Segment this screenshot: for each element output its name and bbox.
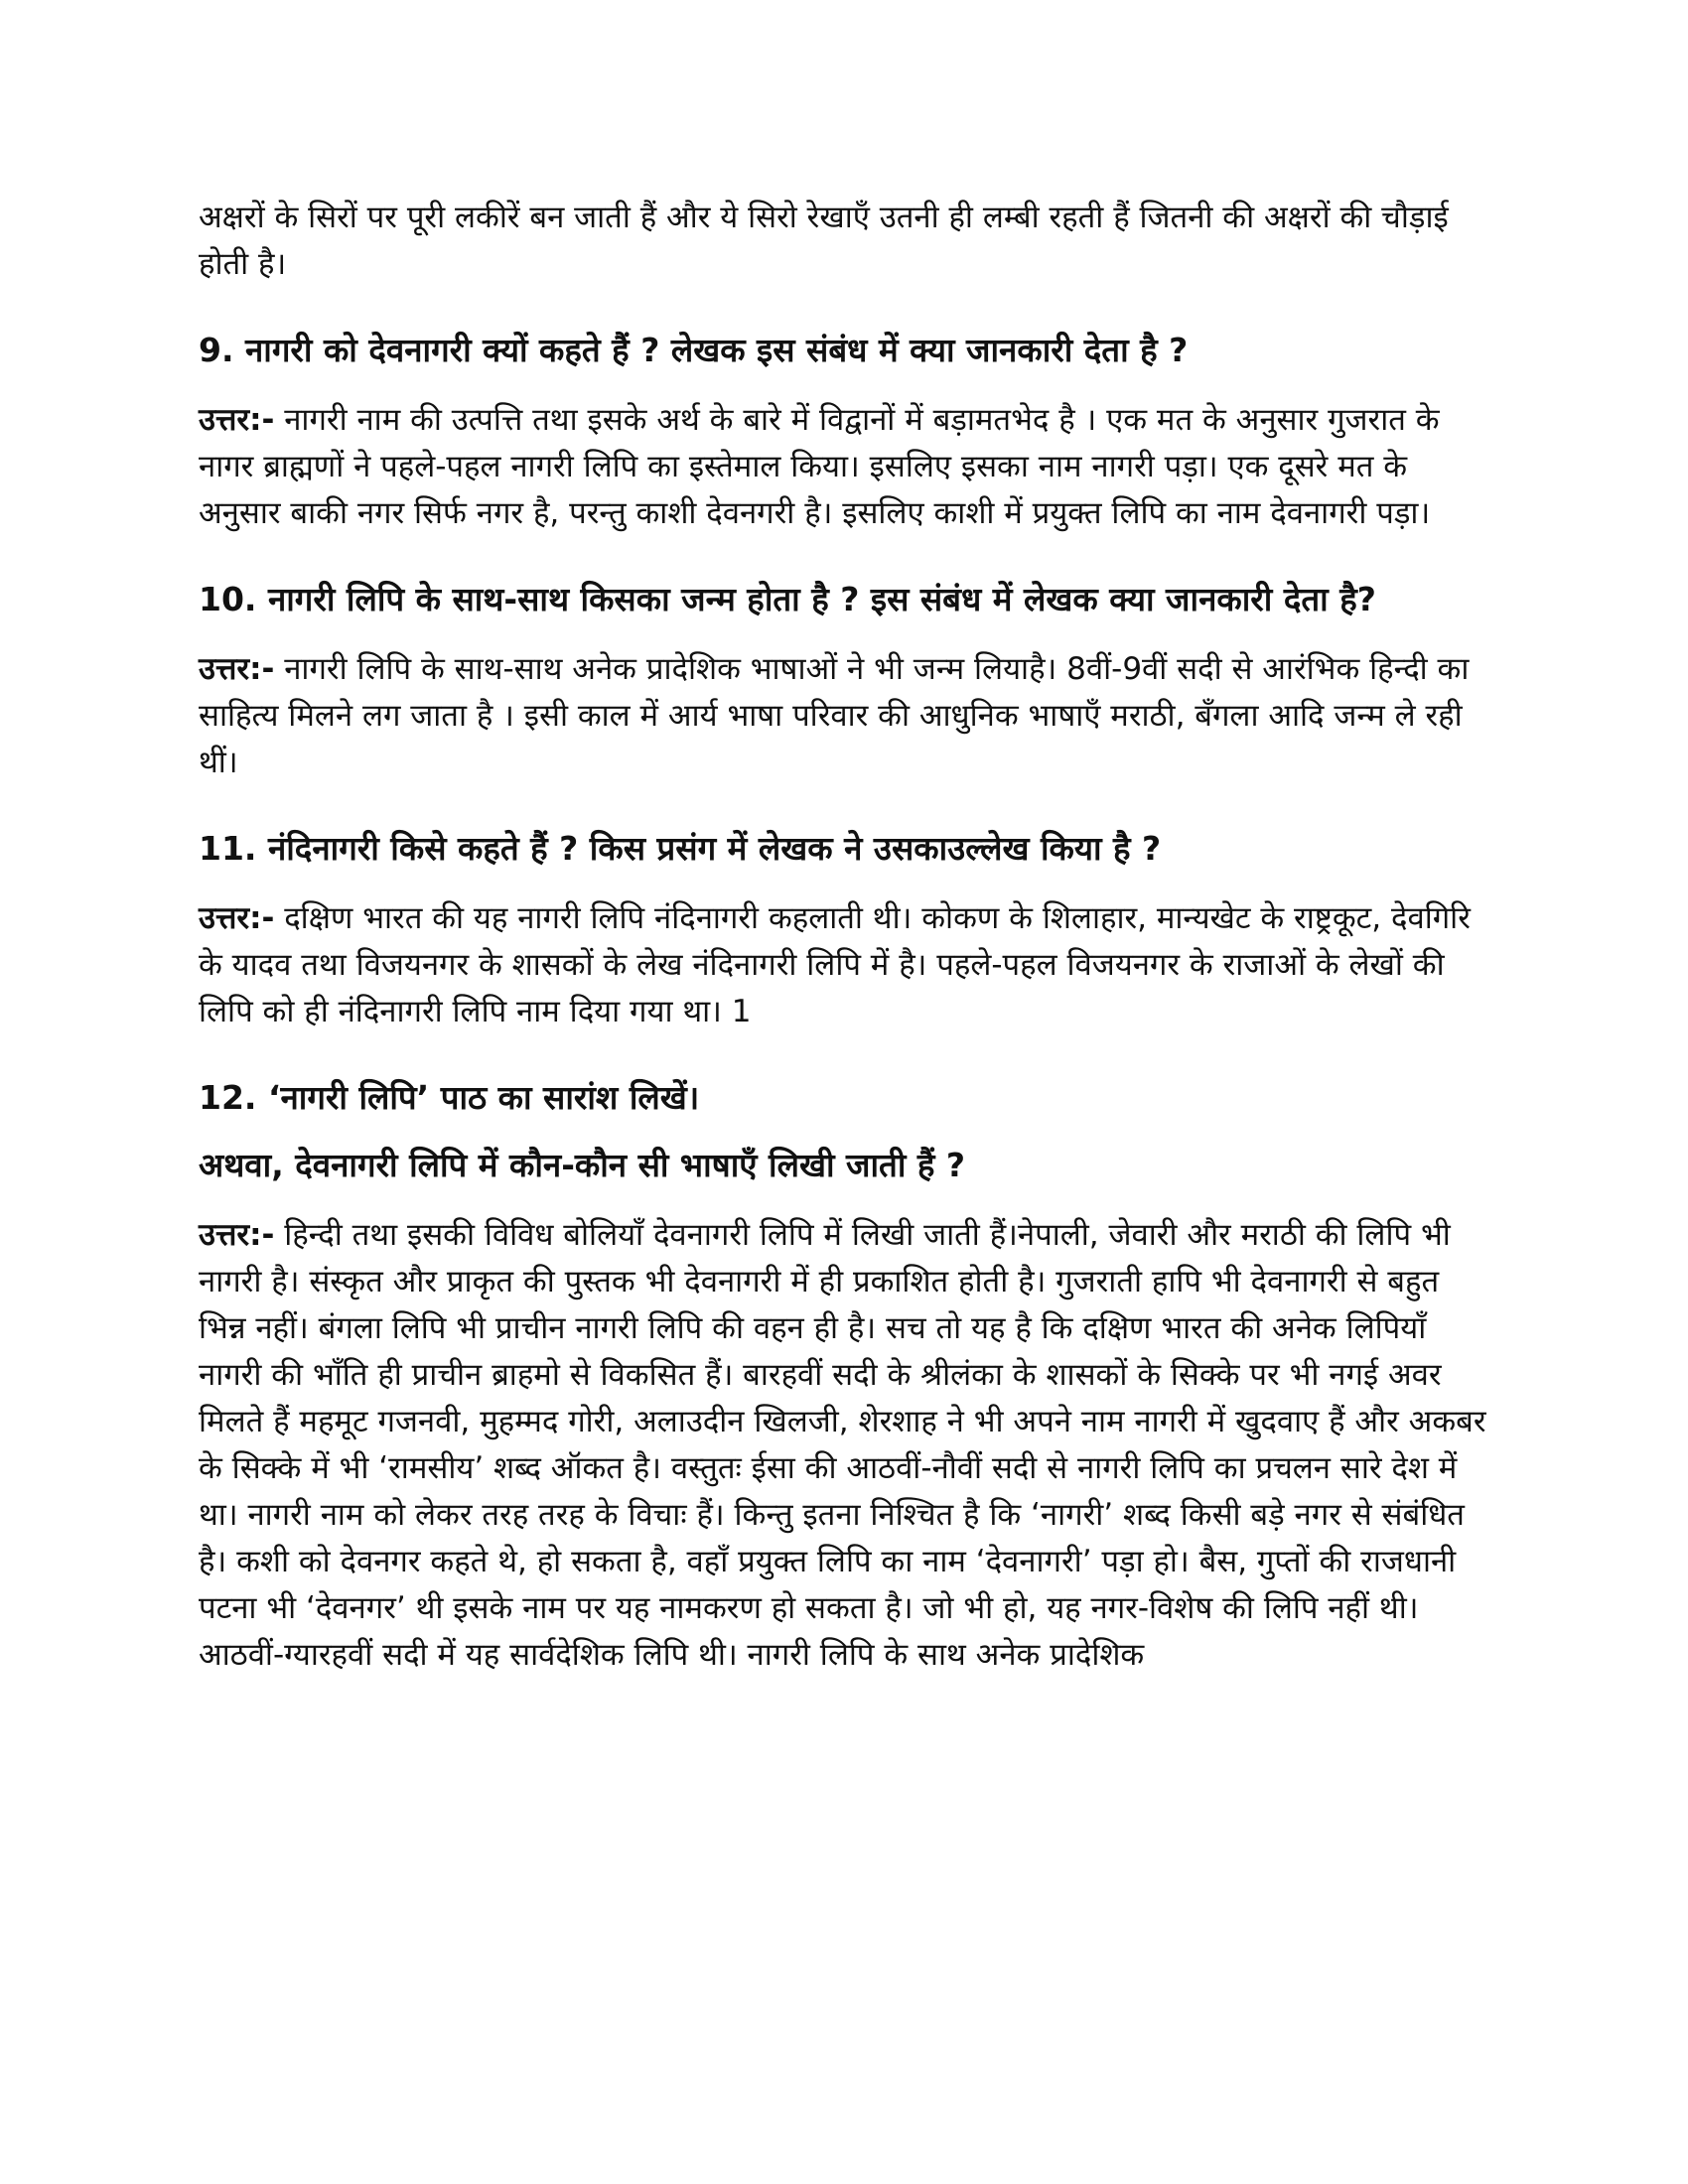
answer-label: उत्तर:- xyxy=(199,402,275,438)
answer-label: उत्तर:- xyxy=(199,651,275,687)
answer-label: उत्तर:- xyxy=(199,1217,275,1253)
question-9: 9. नागरी को देवनागरी क्यों कहते हैं ? लेखक इस संबंध में क्या जानकारी देता है ? xyxy=(199,331,1189,369)
document-page xyxy=(199,195,1489,1679)
answer-10-text: नागरी लिपि के साथ-साथ अनेक प्रादेशिक भाषाओं ने भी जन्म लियाहै। 8वीं-9वीं सदी से आरंभिक हिन्दी का साहित्य मिलने लग जाता है । इसी काल में आर्य भाषा परिवार की आधुनिक भाषाएँ मराठी, बँगला आदि जन्म ले रही थीं। xyxy=(199,651,1470,780)
question-12: 12. ‘नागरी लिपि’ पाठ का सारांश लिखें। xyxy=(199,1078,700,1117)
intro-paragraph: अक्षरों के सिरों पर पूरी लकीरें बन जाती हैं और ये सिरो रेखाएँ उतनी ही लम्बी रहती हैं जितनी की अक्षरों की चौड़ाई होती है। xyxy=(199,200,1449,282)
question-12-alt: अथवा, देवनागरी लिपि में कौन-कौन सी भाषाएँ लिखी जाती हैं ? xyxy=(199,1146,966,1184)
answer-9-text: नागरी नाम की उत्पत्ति तथा इसके अर्थ के बारे में विद्वानों में बड़ामतभेद है । एक मत के अनुसार गुजरात के नागर ब्राह्मणों ने पहले-पहल नागरी लिपि का इस्तेमाल किया। इसलिए इसका नाम नागरी पड़ा। एक दूसरे मत के अनुसार बाकी नगर सिर्फ नगर है, परन्तु काशी देवनगरी है। इसलिए काशी में प्रयुक्त लिपि का नाम देवनागरी पड़ा। xyxy=(199,402,1440,531)
answer-11 xyxy=(199,895,1489,1035)
answer-10 xyxy=(199,646,1489,786)
answer-12-text: हिन्दी तथा इसकी विविध बोलियाँ देवनागरी लिपि में लिखी जाती हैं।नेपाली, जेवारी और मराठी की लिपि भी नागरी है। संस्कृत और प्राकृत की पुस्तक भी देवनागरी में ही प्रकाशित होती है। गुजराती हापि भी देवनागरी से बहुत भिन्न नहीं। बंगला लिपि भी प्राचीन नागरी लिपि की वहन ही है। सच तो यह है कि दक्षिण भारत की अनेक लिपियाँ नागरी की भाँति ही प्राचीन ब्राहमो से विकसित हैं। बारहवीं सदी के श्रीलंका के शासकों के सिक्के पर भी नगई अवर मिलते हैं महमूट गजनवी, मुहम्मद गोरी, अलाउदीन खिलजी, शेरशाह ने भी अपने नाम नागरी में खुदवाए हैं और अकबर के सिक्के में भी ‘रामसीय’ शब्द ऑकत है। वस्तुतः ईसा की आठवीं-नौवीं सदी से नागरी लिपि का प्रचलन सारे देश में था। नागरी नाम को लेकर तरह तरह के विचाः हैं। किन्तु इतना निश्चित है कि ‘नागरी’ शब्द किसी बड़े नगर से संबंधित है। कशी को देवनगर कहते थे, हो सकता है, वहाँ प्रयुक्त लिपि का नाम ‘देवनागरी’ पड़ा हो। बैस, गुप्तों की राजधानी पटना भी ‘देवनगर’ थी इसके नाम पर यह नामकरण हो सकता है। जो भी हो, यह नगर-विशेष की लिपि नहीं थी। आठवीं-ग्यारहवीं सदी में यह सार्वदेशिक लिपि थी। नागरी लिपि के साथ अनेक प्रादेशिक xyxy=(199,1217,1486,1673)
answer-11-text: दक्षिण भारत की यह नागरी लिपि नंदिनागरी कहलाती थी। कोकण के शिलाहार, मान्यखेट के राष्ट्रकूट, देवगिरि के यादव तथा विजयनगर के शासकों के लेख नंदिनागरी लिपि में है। पहले-पहल विजयनगर के राजाओं के लेखों की लिपि को ही नंदिनागरी लिपि नाम दिया गया था। 1 xyxy=(199,900,1471,1029)
question-10: 10. नागरी लिपि के साथ-साथ किसका जन्म होता है ? इस संबंध में लेखक क्या जानकारी देता है? xyxy=(199,580,1376,618)
answer-9 xyxy=(199,397,1489,537)
question-11: 11. नंदिनागरी किसे कहते हैं ? किस प्रसंग में लेखक ने उसकाउल्लेख किया है ? xyxy=(199,829,1162,868)
answer-12 xyxy=(199,1212,1489,1679)
answer-label: उत्तर:- xyxy=(199,900,275,936)
